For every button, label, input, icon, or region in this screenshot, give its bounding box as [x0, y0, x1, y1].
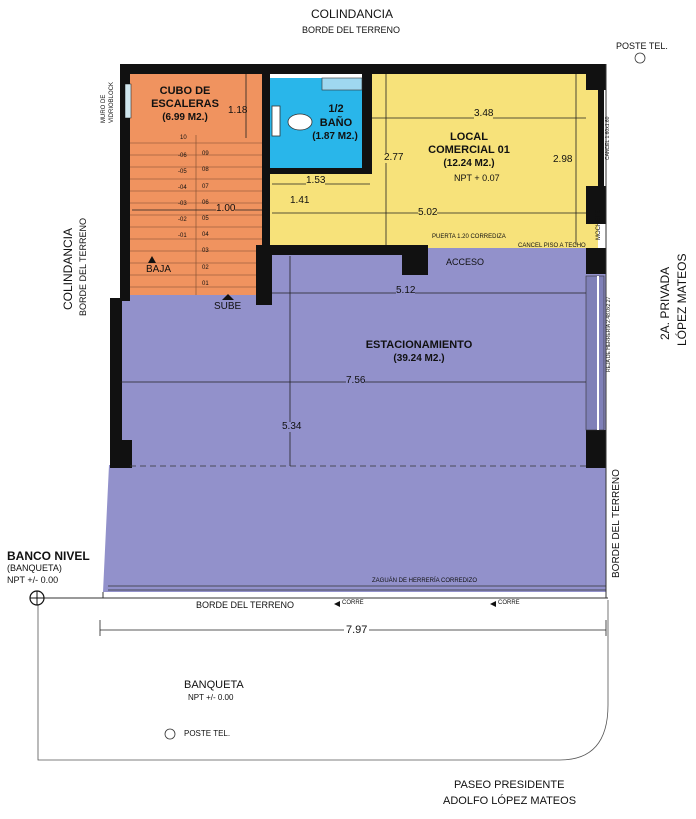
stair-up-number: 02 — [202, 264, 209, 271]
puerta-note: PUERTA 1.20 CORREDIZA — [432, 234, 506, 240]
dim-277: 2.77 — [384, 152, 404, 163]
acceso-label: ACCESO — [446, 257, 485, 267]
dim-797: 7.97 — [346, 624, 368, 636]
stair-down-number: -03 — [178, 201, 187, 207]
borde-right-label: BORDE DEL TERRENO — [611, 469, 622, 578]
stair-up-number: 10 — [180, 135, 187, 141]
corre-label-2: CORRE — [498, 600, 520, 606]
local-npt: NPT + 0.07 — [454, 173, 500, 183]
cancel-right-note: CANCEL 1.60x1.60 — [605, 116, 611, 160]
estacionamiento-fill — [103, 248, 606, 592]
escaleras-name-2: ESCALERAS — [151, 98, 219, 110]
borde-left-label: BORDE DEL TERRENO — [78, 217, 88, 316]
local-area: (12.24 M2.) — [443, 158, 495, 169]
banqueta-outline — [38, 600, 608, 760]
dim-141: 1.41 — [290, 195, 310, 206]
borde-bottom-label: BORDE DEL TERRENO — [196, 600, 295, 610]
paseo-label-1: PASEO PRESIDENTE — [454, 779, 565, 791]
privada-label-2: LÓPEZ MATEOS — [675, 253, 689, 346]
borde-top-label: BORDE DEL TERRENO — [302, 25, 401, 35]
banco-npt: NPT +/- 0.00 — [7, 575, 59, 585]
sube-label: SUBE — [214, 301, 242, 312]
bano-name-2: BAÑO — [319, 117, 353, 129]
privada-label-1: 2A. PRIVADA — [658, 266, 672, 340]
reja-note: REJA DE HERRERÍA 2.48.0x2.27 — [606, 296, 612, 372]
banco-title: BANCO NIVEL — [7, 549, 90, 563]
muro-label-1: MURO DE — [101, 94, 107, 123]
colindancia-left-label: COLINDANCIA — [61, 227, 75, 310]
stair-up-number: 09 — [202, 151, 209, 158]
escaleras-name-1: CUBO DE — [159, 85, 211, 97]
stair-up-number: 08 — [202, 167, 209, 174]
poste-top-label: POSTE TEL. — [616, 41, 668, 51]
poste-top-circle — [635, 53, 645, 63]
poste-bottom-circle — [165, 729, 175, 739]
vidrioblock-wall — [125, 84, 131, 118]
stair-down-number: -01 — [178, 233, 187, 239]
cancel-piso-note: CANCEL PISO A TECHO — [518, 243, 586, 249]
local-name-2: COMERCIAL 01 — [428, 144, 510, 156]
paseo-label-2: ADOLFO LÓPEZ MATEOS — [443, 795, 577, 807]
stair-down-number: -05 — [178, 169, 187, 175]
lavabo-fixture — [272, 106, 280, 136]
estacionamiento-name: ESTACIONAMIENTO — [365, 339, 473, 351]
reja-herreria — [586, 276, 604, 430]
banqueta-label: BANQUETA — [184, 679, 244, 691]
stair-up-number: 06 — [202, 199, 209, 206]
dim-100: 1.00 — [216, 203, 236, 214]
estacionamiento-area: (39.24 M2.) — [393, 353, 445, 364]
corre-arrow-1-icon — [334, 601, 340, 607]
dim-153: 1.53 — [306, 175, 326, 186]
mochete-note: MOCHETE — [596, 210, 602, 240]
local-name-1: LOCAL — [450, 131, 488, 143]
banco-sub: (BANQUETA) — [7, 563, 62, 573]
muro-label-2: VIDRIOBLOCK — [109, 81, 115, 123]
colindancia-top-label: COLINDANCIA — [311, 7, 394, 21]
dim-502: 5.02 — [418, 207, 438, 218]
escaleras-area: (6.99 M2.) — [162, 112, 208, 123]
zaguan-note: ZAGUÁN DE HERRERÍA CORREDIZO — [372, 578, 478, 584]
poste-bottom-label: POSTE TEL. — [184, 729, 231, 738]
dim-534: 5.34 — [282, 421, 302, 432]
dim-298: 2.98 — [553, 154, 573, 165]
baja-label: BAJA — [146, 264, 172, 275]
dim-756: 7.56 — [346, 375, 366, 386]
stair-up-number: 04 — [202, 232, 209, 239]
banqueta-npt: NPT +/- 0.00 — [188, 693, 234, 702]
wc-fixture — [288, 114, 312, 130]
bano-name-1: 1/2 — [328, 103, 344, 115]
stair-down-number: -06 — [178, 153, 187, 159]
dim-118: 1.18 — [228, 105, 248, 116]
stair-up-number: 01 — [202, 280, 209, 287]
stair-down-number: -04 — [178, 185, 187, 191]
dim-348: 3.48 — [474, 108, 494, 119]
stair-up-number: 03 — [202, 248, 209, 255]
stair-up-number: 07 — [202, 183, 209, 190]
stair-up-number: 05 — [202, 216, 209, 222]
bano-area: (1.87 M2.) — [312, 131, 358, 142]
corre-arrow-2-icon — [490, 601, 496, 607]
corre-label-1: CORRE — [342, 600, 364, 606]
regadera-fixture — [322, 78, 362, 90]
dim-512: 5.12 — [396, 285, 416, 296]
stair-down-number: -02 — [178, 217, 187, 223]
